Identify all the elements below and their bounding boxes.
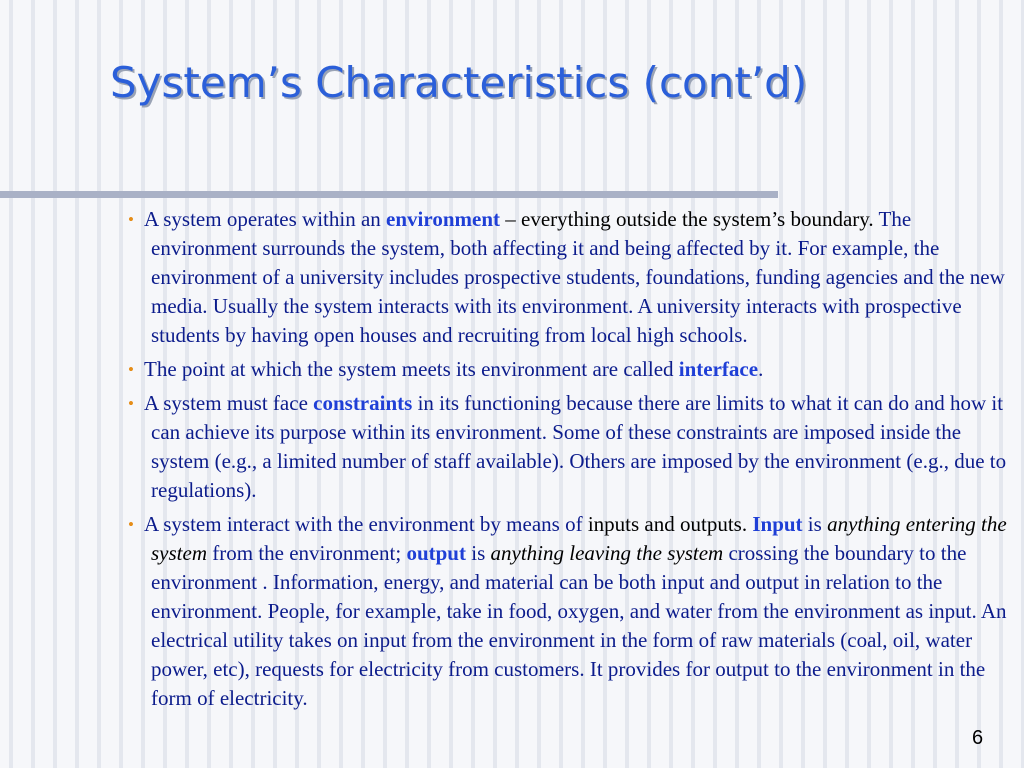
bullet-list [112,205,1017,718]
emphasis-text: anything leaving the system [490,541,724,565]
bullet-icon: • [128,515,134,534]
emphasis-text: anything entering the system [151,512,1007,565]
keyword-interface: interface [678,357,759,381]
text-segment: from the environment; [207,541,407,565]
bullet-item-inputs-outputs [112,510,1017,713]
text-segment: A system interact with the environment by means of [144,512,588,536]
slide-title: System’s Characteristics (cont’d) [110,58,808,107]
text-segment: . [758,357,764,381]
page-number: 6 [972,727,984,749]
bullet-icon: • [128,210,134,229]
keyword-output: output [406,541,466,565]
bullet-item-environment [112,205,1017,350]
text-segment: A system must face [144,391,314,415]
title-divider [0,191,778,198]
keyword-environment: environment [386,207,500,231]
text-segment: is [802,512,828,536]
bullet-item-constraints [112,389,1017,505]
text-segment: The point at which the system meets its environment are called [144,357,679,381]
text-segment: – everything outside the system’s boundary. [500,207,874,231]
text-segment: crossing the boundary to the environment . Information, energy, and material can be both input and output in relation to the environment. People, for example, take in food, oxygen, and water from the environment as input. An electrical utility takes on input from the environment in the form of raw materials (coal, oil, water power, etc), requests for electricity from customers. It provides for output to the environment in the form of electricity. [151,541,1007,710]
text-segment: A system operates within an [144,207,387,231]
keyword-constraints: constraints [313,391,413,415]
bullet-icon: • [128,360,134,379]
text-segment: inputs and outputs. [587,512,748,536]
text-segment: in its functioning because there are limits to what it can do and how it can achieve its purpose within its environment. Some of these constraints are imposed inside the system (e.g., a limited number of staff available). Others are imposed by the environment (e.g., due to regulations). [151,391,1007,502]
bullet-icon: • [128,394,134,413]
bullet-item-interface [112,355,1017,384]
keyword-input: Input [752,512,803,536]
text-segment: is [465,541,491,565]
text-segment: The environment surrounds the system, both affecting it and being affected by it. For example, the environment of a university includes prospective students, foundations, funding agencies and the new media. Usually the system interacts with its environment. A university interacts with prospective students by having open houses and recruiting from local high schools. [151,207,1005,347]
